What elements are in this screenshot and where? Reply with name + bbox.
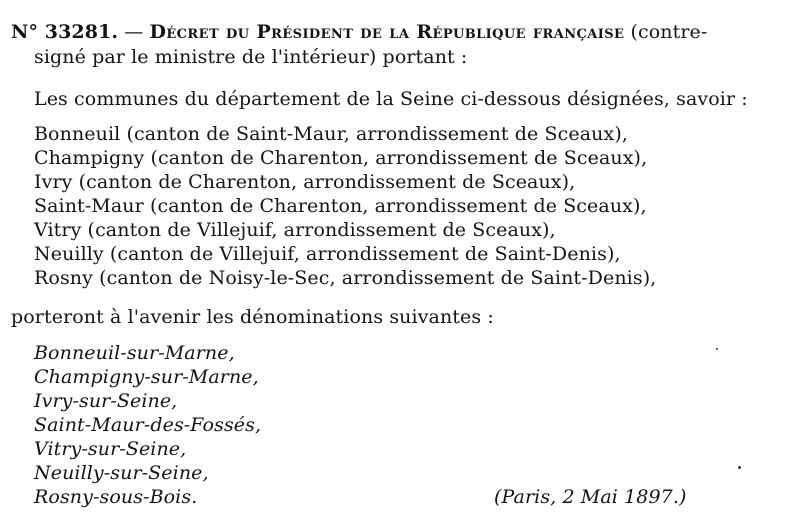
decree-title: Décret du Président de la République française (149, 21, 625, 43)
new-name-item: Rosny-sous-Bois. (34, 486, 198, 508)
decree-heading (11, 20, 707, 44)
commune-item: Champigny (canton de Charenton, arrondissement de Sceaux), (34, 147, 648, 169)
commune-item: Neuilly (canton de Villejuif, arrondissement de Saint-Denis), (34, 243, 621, 265)
decree-number: N° 33281. (11, 21, 119, 43)
new-name-item: Vitry-sur-Seine, (34, 438, 187, 460)
decree-title-continuation: (contre- (624, 21, 708, 43)
intro-text: Les communes du département de la Seine ci-dessous désignées, savoir : (34, 88, 748, 110)
new-name-item: Saint-Maur-des-Fossés, (34, 414, 262, 436)
commune-item: Bonneuil (canton de Saint-Maur, arrondissement de Sceaux), (34, 123, 628, 145)
heading-dash: — (118, 21, 150, 43)
place-date: (Paris, 2 Mai 1897.) (494, 486, 687, 508)
commune-item: Vitry (canton de Villejuif, arrondissement de Sceaux), (34, 219, 556, 241)
commune-item: Rosny (canton de Noisy-le-Sec, arrondissement de Saint-Denis), (34, 267, 657, 289)
new-name-item: Neuilly-sur-Seine, (34, 462, 209, 484)
scan-speck (716, 348, 718, 350)
commune-item: Saint-Maur (canton de Charenton, arrondissement de Sceaux), (34, 195, 647, 217)
transition-text: porteront à l'avenir les dénominations suivantes : (11, 306, 494, 328)
commune-item: Ivry (canton de Charenton, arrondissement de Sceaux), (34, 171, 576, 193)
scan-speck (738, 466, 741, 469)
decree-heading-line2: signé par le ministre de l'intérieur) portant : (34, 46, 468, 68)
new-name-item: Ivry-sur-Seine, (34, 390, 178, 412)
new-name-item: Bonneuil-sur-Marne, (34, 342, 235, 364)
new-name-item: Champigny-sur-Marne, (34, 366, 259, 388)
